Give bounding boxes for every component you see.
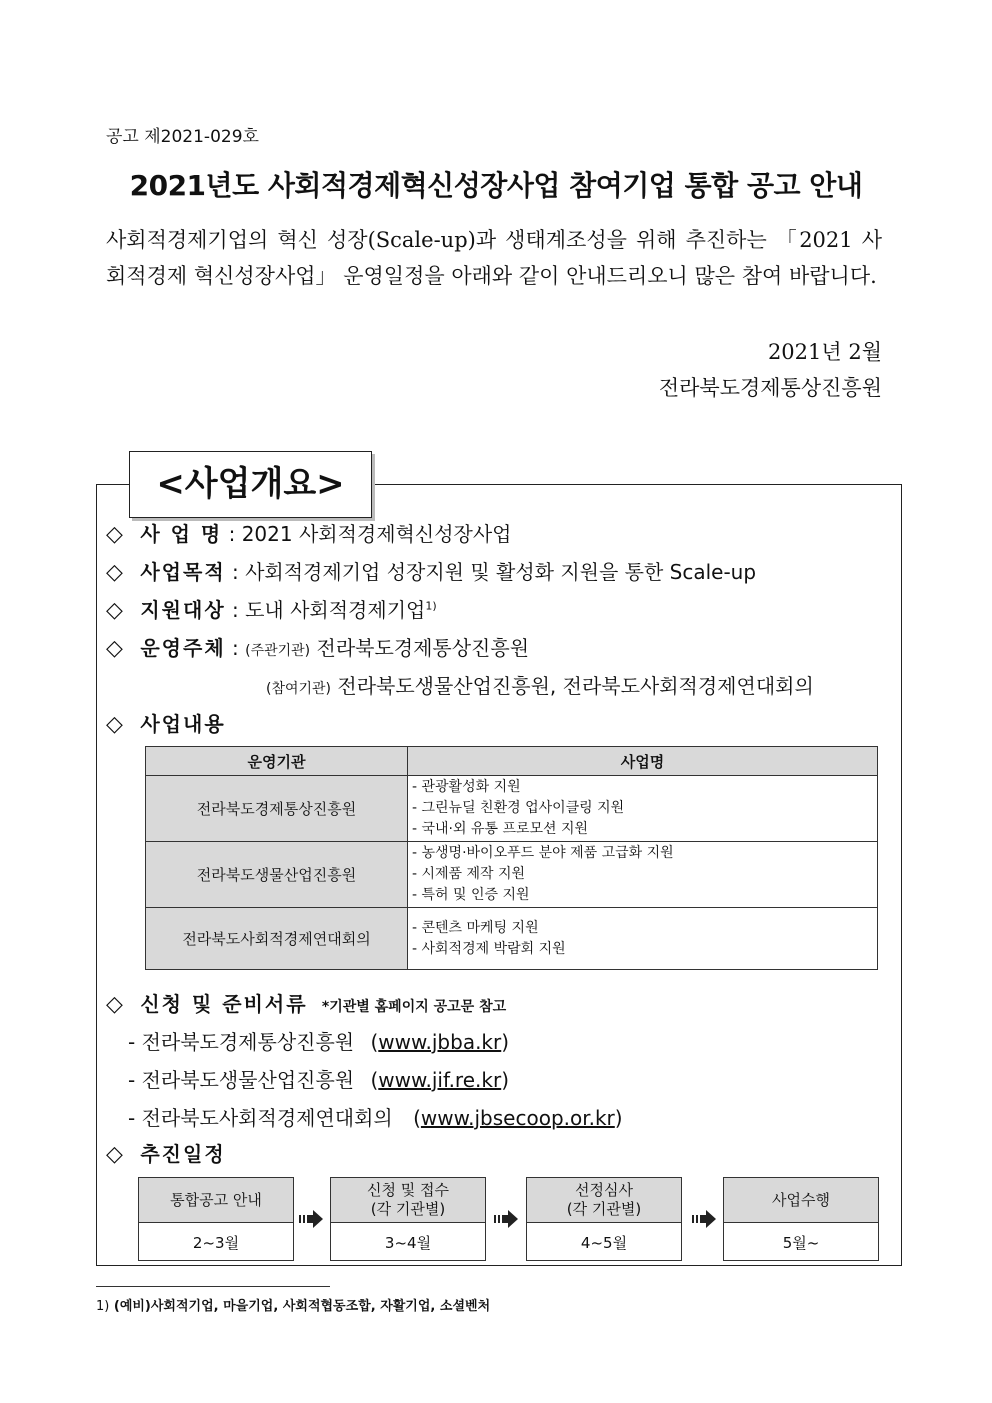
step-title-cell <box>527 1178 681 1223</box>
paren-open: ( <box>370 1068 379 1092</box>
host-value: 전라북도경제통상진흥원 <box>316 636 530 660</box>
step-title: 사업수행 <box>772 1190 830 1209</box>
target-label: 지원대상 <box>140 598 226 622</box>
program-cell <box>408 776 878 842</box>
program-cell <box>408 842 878 908</box>
arrow-right-icon <box>692 1208 718 1230</box>
schedule-step <box>526 1177 682 1261</box>
apply-label: 신청 및 준비서류 <box>140 992 308 1016</box>
apply-note: *기관별 홈페이지 공고문 참고 <box>321 999 507 1015</box>
partner-value: 전라북도생물산업진흥원, 전라북도사회적경제연대회의 <box>337 674 814 698</box>
step-title-cell <box>331 1178 485 1223</box>
step-title-cell <box>139 1178 293 1223</box>
paren-close: ) <box>501 1030 510 1054</box>
program-item: - 콘텐츠 마케팅 지원 <box>412 919 539 936</box>
diamond-bullet-icon: ◇ <box>106 522 123 547</box>
business-content-table <box>145 746 878 970</box>
purpose-label: 사업목적 <box>140 560 226 584</box>
content-row <box>106 708 226 737</box>
link-org-name: - 전라북도경제통상진흥원 <box>128 1030 355 1054</box>
step-period: 2~3월 <box>192 1233 240 1252</box>
footnote-ref: 1) <box>425 599 437 613</box>
website-link[interactable]: www.jbba.kr <box>378 1030 502 1054</box>
program-cell <box>408 908 878 970</box>
step-title: 통합공고 안내 <box>170 1190 262 1209</box>
schedule-row <box>106 1138 226 1167</box>
agency-cell: 전라북도생물산업진흥원 <box>146 842 408 908</box>
step-title: 선정심사 <box>575 1181 633 1199</box>
step-period: 3~4월 <box>384 1233 432 1252</box>
overview-heading: <사업개요> <box>129 451 372 518</box>
business-name-value: : 2021 사회적경제혁신성장사업 <box>228 522 512 546</box>
table-header-program: 사업명 <box>408 747 878 776</box>
partner-tag: (참여기관) <box>266 681 332 697</box>
content-label: 사업내용 <box>140 712 226 736</box>
table-row <box>146 776 878 842</box>
operator-colon: : <box>232 636 239 660</box>
arrow-right-icon <box>494 1208 520 1230</box>
program-item: - 관광활성화 지원 <box>412 779 521 795</box>
link-row <box>128 1102 623 1131</box>
schedule-label: 추진일정 <box>140 1142 226 1166</box>
operator-row <box>106 632 529 661</box>
intro-paragraph: 사회적경제기업의 혁신 성장(Scale-up)과 생태계조성을 위해 추진하는 「2021 사회적경제 혁신성장사업」 운영일정을 아래와 같이 안내드리오니 많은 참여 바랍니다. <box>106 228 882 288</box>
step-sub: (각 기관별) <box>566 1200 642 1218</box>
paren-open: ( <box>413 1106 421 1130</box>
diamond-bullet-icon: ◇ <box>106 992 123 1017</box>
diamond-bullet-icon: ◇ <box>106 598 123 623</box>
footnote-mark: 1) <box>96 1299 110 1314</box>
footnote-text: (예비)사회적기업, 마을기업, 사회적협동조합, 자활기업, 소셜벤처 <box>113 1299 491 1314</box>
paren-close: ) <box>614 1106 623 1130</box>
program-item: - 그린뉴딜 친환경 업사이클링 지원 <box>412 800 625 816</box>
notice-date: 2021년 2월 <box>767 340 882 364</box>
program-item: - 특허 및 인증 지원 <box>412 887 530 903</box>
host-tag: (주관기관) <box>245 643 311 659</box>
schedule-step <box>330 1177 486 1261</box>
paren-close: ) <box>501 1068 509 1092</box>
program-item: - 시제품 제작 지원 <box>412 866 526 882</box>
diamond-bullet-icon: ◇ <box>106 636 123 661</box>
link-org-name: - 전라북도사회적경제연대회의 <box>128 1106 393 1130</box>
program-item: - 사회적경제 박람회 지원 <box>412 940 566 957</box>
footnote <box>96 1295 490 1314</box>
step-period: 4~5월 <box>580 1233 628 1252</box>
agency-cell: 전라북도경제통상진흥원 <box>146 776 408 842</box>
purpose-row <box>106 556 756 585</box>
link-org-name: - 전라북도생물산업진흥원 <box>128 1068 355 1092</box>
issuing-organization: 전라북도경제통상진흥원 <box>658 376 882 400</box>
diamond-bullet-icon: ◇ <box>106 712 123 737</box>
program-item: - 국내·외 유통 프로모션 지원 <box>412 821 589 837</box>
purpose-value: : 사회적경제기업 성장지원 및 활성화 지원을 통한 Scale-up <box>232 560 757 584</box>
business-name-label: 사 업 명 <box>140 522 223 546</box>
target-row <box>106 594 437 623</box>
link-row <box>128 1064 509 1093</box>
table-header-agency: 운영기관 <box>146 747 408 776</box>
website-link[interactable]: www.jif.re.kr <box>378 1068 502 1092</box>
target-value: : 도내 사회적경제기업 <box>232 598 426 622</box>
schedule-step <box>138 1177 294 1261</box>
diamond-bullet-icon: ◇ <box>106 1142 123 1167</box>
program-item: - 농생명·바이오푸드 분야 제품 고급화 지원 <box>412 845 674 861</box>
operator-label: 운영주체 <box>140 636 226 660</box>
agency-cell: 전라북도사회적경제연대회의 <box>146 908 408 970</box>
arrow-right-icon <box>299 1208 325 1230</box>
page-title: 2021년도 사회적경제혁신성장사업 참여기업 통합 공고 안내 <box>129 169 863 202</box>
business-name-row <box>106 518 511 547</box>
paren-open: ( <box>370 1030 379 1054</box>
step-sub: (각 기관별) <box>370 1200 446 1218</box>
step-title-cell <box>724 1178 878 1223</box>
table-row <box>146 842 878 908</box>
diamond-bullet-icon: ◇ <box>106 560 123 585</box>
apply-row <box>106 988 506 1017</box>
notice-number: 공고 제2021-029호 <box>106 127 259 147</box>
website-link[interactable]: www.jbsecoop.or.kr <box>420 1106 615 1130</box>
link-row <box>128 1026 509 1055</box>
table-row <box>146 908 878 970</box>
step-period: 5월~ <box>782 1233 820 1252</box>
step-title: 신청 및 접수 <box>367 1181 449 1199</box>
partner-row <box>266 670 814 699</box>
footnote-divider <box>96 1286 330 1287</box>
schedule-step <box>723 1177 879 1261</box>
